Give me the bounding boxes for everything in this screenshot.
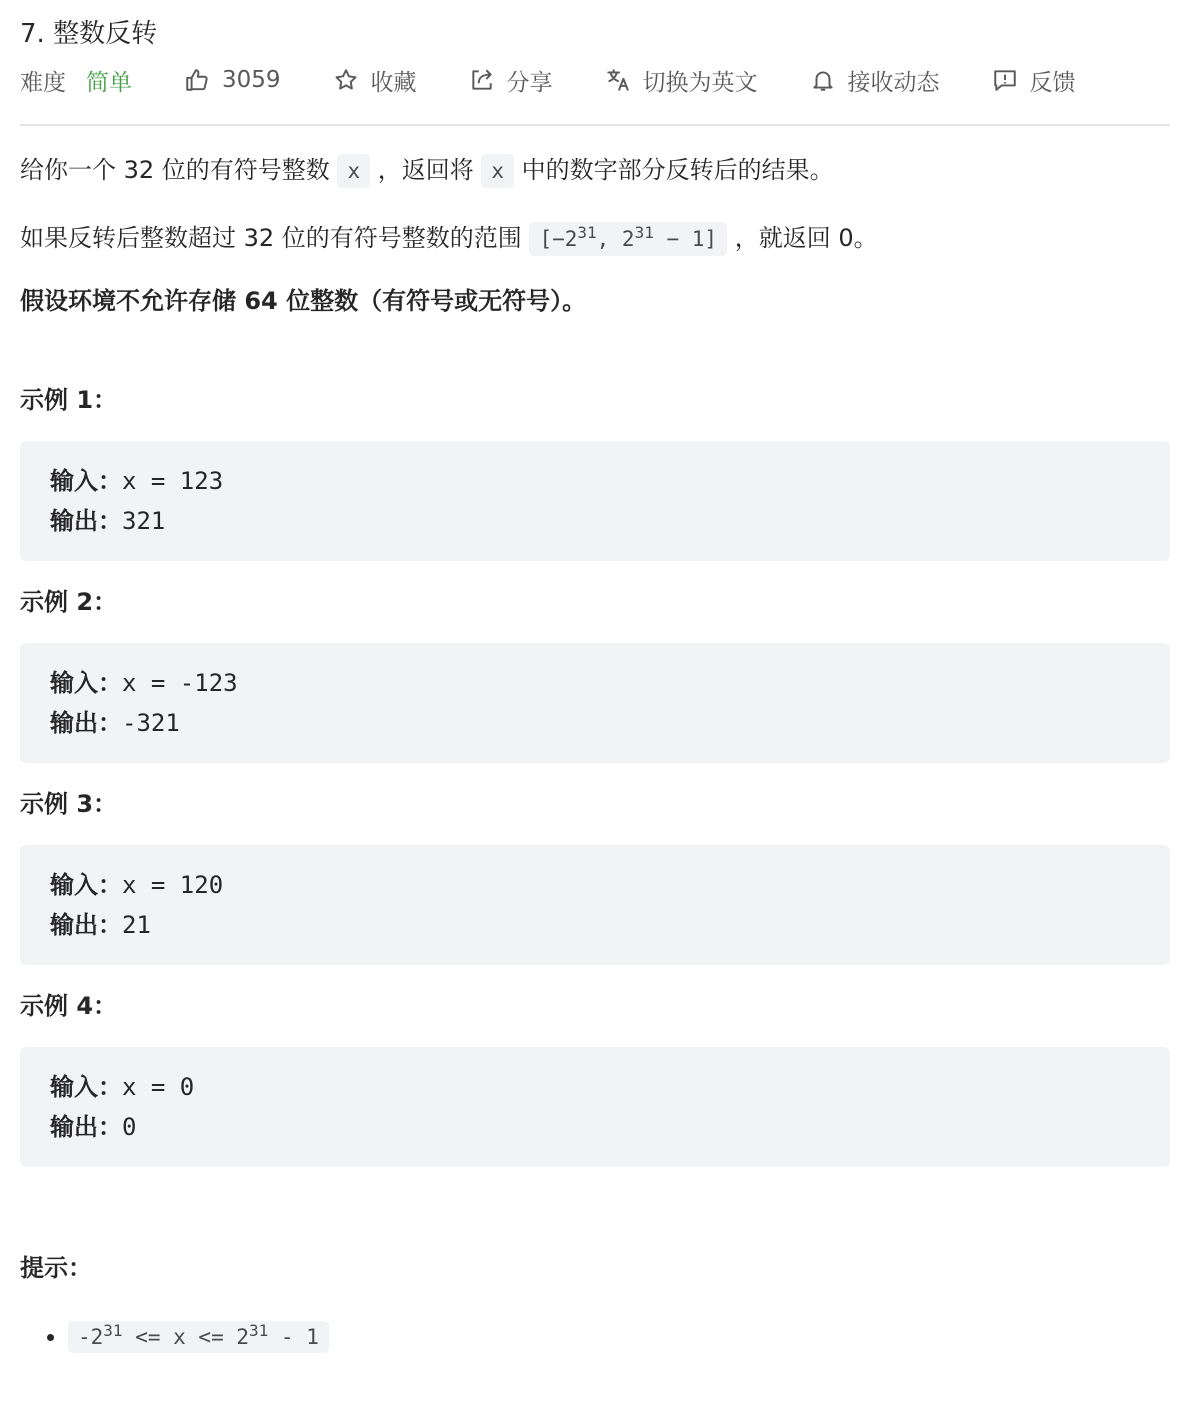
problem-title: 7. 整数反转 — [20, 19, 158, 49]
bell-icon — [810, 67, 836, 93]
code-text: -2 — [78, 1325, 104, 1349]
input-label: 输入： — [50, 871, 122, 899]
example-title: 示例 2： — [20, 588, 118, 616]
description-paragraph-1 — [20, 150, 1170, 191]
translate-button[interactable] — [605, 64, 758, 97]
example-output-line — [50, 703, 1140, 743]
subscribe-button[interactable] — [810, 64, 940, 97]
output-label: 输出： — [50, 1113, 122, 1141]
input-value: x = 123 — [122, 467, 224, 495]
inline-code-constraint — [68, 1321, 329, 1353]
example-title: 示例 1： — [20, 386, 118, 414]
translate-icon — [605, 67, 631, 93]
example-box — [20, 441, 1170, 561]
like-count: 3059 — [222, 67, 281, 93]
example-box — [20, 845, 1170, 965]
share-button[interactable] — [469, 64, 553, 97]
hints-title: 提示： — [20, 1254, 92, 1282]
favorite-label: 收藏 — [370, 69, 417, 96]
description-text: ，返回将 — [370, 156, 482, 184]
output-label: 输出： — [50, 911, 122, 939]
example-output-line — [50, 905, 1140, 945]
description-paragraph-2 — [20, 213, 1170, 259]
feedback-button[interactable] — [992, 64, 1076, 97]
output-value: 0 — [122, 1113, 137, 1141]
feedback-label: 反馈 — [1029, 69, 1076, 96]
code-superscript: 31 — [249, 1321, 269, 1340]
input-label: 输入： — [50, 1073, 122, 1101]
example-output-line — [50, 1107, 1140, 1147]
input-value: x = 120 — [122, 871, 224, 899]
input-value: x = 0 — [122, 1073, 195, 1101]
output-value: 21 — [122, 911, 151, 939]
example-box — [20, 1047, 1170, 1167]
feedback-icon — [992, 67, 1018, 93]
thumbs-up-icon — [184, 67, 210, 93]
inline-code-range — [529, 222, 727, 256]
share-label: 分享 — [506, 69, 553, 96]
code-text: <= x <= 2 — [122, 1325, 249, 1349]
subscribe-label: 接收动态 — [847, 69, 940, 96]
code-superscript: 31 — [634, 223, 654, 242]
inline-code-x: x — [481, 154, 514, 188]
input-value: x = -123 — [122, 669, 238, 697]
star-icon — [333, 67, 359, 93]
code-text: − 1] — [653, 227, 718, 251]
example-title: 示例 3： — [20, 790, 118, 818]
translate-label: 切换为英文 — [642, 69, 758, 96]
inline-code-x: x — [337, 154, 370, 188]
problem-toolbar — [20, 56, 1170, 104]
example-box — [20, 643, 1170, 763]
description-text: 如果反转后整数超过 32 位的有符号整数的范围 — [20, 224, 530, 252]
hints-list — [20, 1311, 1170, 1357]
input-label: 输入： — [50, 467, 122, 495]
example-output-line — [50, 501, 1140, 541]
description-text: ，就返回 0。 — [727, 224, 878, 252]
output-value: 321 — [122, 507, 166, 535]
code-superscript: 31 — [577, 223, 597, 242]
input-label: 输入： — [50, 669, 122, 697]
example-title: 示例 4： — [20, 992, 118, 1020]
hint-item — [68, 1311, 1170, 1357]
example-input-line — [50, 663, 1140, 703]
difficulty-badge: 简单 — [86, 69, 132, 96]
description-paragraph-3: 假设环境不允许存储 64 位整数（有符号或无符号）。 — [20, 287, 587, 315]
like-button[interactable] — [184, 67, 281, 93]
example-input-line — [50, 461, 1140, 501]
code-text: [−2 — [539, 227, 578, 251]
favorite-button[interactable] — [333, 64, 417, 97]
example-input-line — [50, 1067, 1140, 1107]
difficulty-label: 难度 — [20, 69, 66, 96]
share-icon — [469, 67, 495, 93]
output-label: 输出： — [50, 507, 122, 535]
example-input-line — [50, 865, 1140, 905]
code-text: , 2 — [596, 227, 635, 251]
code-superscript: 31 — [103, 1321, 123, 1340]
description-text: 给你一个 32 位的有符号整数 — [20, 156, 338, 184]
divider — [20, 124, 1170, 126]
output-value: -321 — [122, 709, 180, 737]
output-label: 输出： — [50, 709, 122, 737]
description-text: 中的数字部分反转后的结果。 — [514, 156, 834, 184]
code-text: - 1 — [268, 1325, 319, 1349]
